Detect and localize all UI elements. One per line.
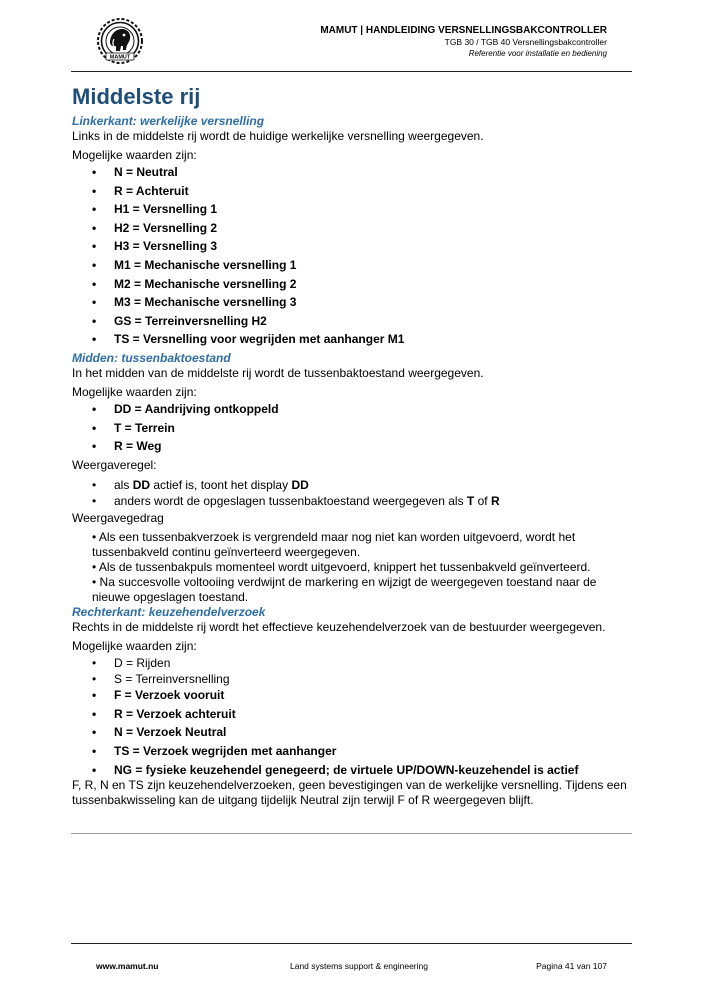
left-section-intro: Links in de middelste rij wordt de huidige werkelijke versnelling weergegeven. — [72, 129, 484, 143]
page-header — [320, 25, 607, 59]
display-rule-item: • als DD actief is, toont het display DD — [72, 478, 632, 494]
list-item: • M3 = Mechanische versnelling 3 — [72, 295, 632, 314]
behavior-line: • Als een tussenbakverzoek is vergrendeld maar nog niet kan worden uitgevoerd, wordt het tussenbakveld continu geïnverteerd weergegeven. — [92, 529, 576, 559]
right-section-heading: Rechterkant: keuzehendelverzoek — [72, 604, 266, 619]
right-section-note: F, R, N en TS zijn keuzehendelverzoeken, geen bevestigingen van de werkelijke versnelling. Tijdens een tussenbakwisseling kan de uitgang tijdelijk Neutral zijn terwijl F of R weergegeven blijft. — [72, 777, 627, 807]
list-item: • TS = Versnelling voor wegrijden met aanhanger M1 — [72, 332, 632, 351]
logo-wordmark: MAMUT — [109, 54, 131, 61]
display-rule-label: Weergaveregel: — [72, 457, 157, 472]
footer-tagline: Land systems support & engineering — [290, 961, 428, 971]
display-rule-item: • anders wordt de opgeslagen tussenbaktoestand weergegeven als T of R — [72, 494, 632, 510]
list-item: • M1 = Mechanische versnelling 1 — [72, 258, 632, 277]
middle-section-heading: Midden: tussenbaktoestand — [72, 350, 231, 365]
list-item: • GS = Terreinversnelling H2 — [72, 314, 632, 333]
list-item: • TS = Verzoek wegrijden met aanhanger — [72, 744, 632, 763]
list-item: • N = Verzoek Neutral — [72, 725, 632, 744]
list-item: • H2 = Versnelling 2 — [72, 221, 632, 240]
header-reference: Referentie voor installatie en bediening — [468, 49, 607, 58]
page-title: Middelste rij — [72, 84, 201, 109]
list-item: • D = Rijden — [72, 656, 632, 672]
list-item: • F = Verzoek vooruit — [72, 688, 632, 707]
list-item: • S = Terreinversnelling — [72, 672, 632, 688]
header-title: MAMUT | HANDLEIDING VERSNELLINGSBAKCONTROLLER — [320, 25, 607, 36]
right-values-list — [72, 688, 632, 777]
list-item: • M2 = Mechanische versnelling 2 — [72, 277, 632, 296]
footer-divider — [71, 943, 632, 944]
display-rule-list — [72, 478, 632, 511]
right-section-intro: Rechts in de middelste rij wordt het effectieve keuzehendelverzoek van de bestuurder weergegeven. — [72, 619, 606, 634]
behavior-line: • Na succesvolle voltooiing verdwijnt de markering en wijzigt de weergegeven toestand naar de nieuwe opgeslagen toestand. — [92, 574, 597, 604]
list-item: • H1 = Versnelling 1 — [72, 202, 632, 221]
left-values-list — [72, 165, 632, 351]
list-item: • DD = Aandrijving ontkoppeld — [72, 402, 632, 421]
list-item: • T = Terrein — [72, 421, 632, 440]
footer-page-number: Pagina 41 van 107 — [536, 961, 607, 971]
list-item: • NG = fysieke keuzehendel genegeerd; de virtuele UP/DOWN-keuzehendel is actief — [72, 763, 632, 778]
list-item: • R = Achteruit — [72, 184, 632, 203]
list-item: • R = Weg — [72, 439, 632, 458]
footer-website: www.mamut.nu — [96, 961, 159, 971]
page-content — [72, 84, 632, 808]
display-behavior-label: Weergavegedrag — [72, 510, 164, 525]
left-section-heading: Linkerkant: werkelijke versnelling — [72, 114, 265, 128]
content-end-divider — [71, 833, 632, 834]
right-plain-values-list — [72, 656, 632, 689]
list-item: • H3 = Versnelling 3 — [72, 239, 632, 258]
middle-section-intro: In het midden van de middelste rij wordt de tussenbaktoestand weergegeven. — [72, 365, 484, 380]
mamut-logo — [96, 17, 144, 65]
middle-values-label: Mogelijke waarden zijn: — [72, 384, 197, 399]
behavior-line: • Als de tussenbakpuls momenteel wordt uitgevoerd, knippert het tussenbakveld geïnverteerd. — [92, 559, 591, 574]
left-values-label: Mogelijke waarden zijn: — [72, 148, 197, 162]
middle-values-list — [72, 402, 632, 458]
list-item: • R = Verzoek achteruit — [72, 707, 632, 726]
header-subtitle: TGB 30 / TGB 40 Versnellingsbakcontroller — [444, 37, 607, 47]
right-values-label: Mogelijke waarden zijn: — [72, 638, 197, 653]
list-item: • N = Neutral — [72, 165, 632, 184]
header-divider — [71, 71, 632, 72]
